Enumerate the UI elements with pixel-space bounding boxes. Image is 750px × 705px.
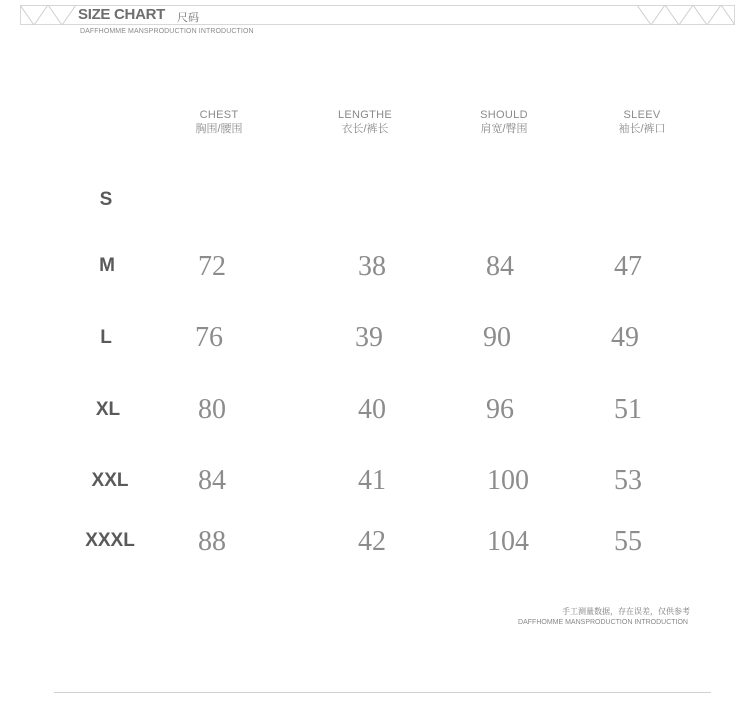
value-length: 40 <box>358 394 386 425</box>
size-label-xl: XL <box>95 399 121 420</box>
column-header-en: SLEEV <box>623 109 661 121</box>
size-label-xxxl: XXXL <box>85 530 135 551</box>
value-length: 39 <box>355 322 383 353</box>
column-header-length <box>305 108 425 137</box>
value-shoulder: 100 <box>487 465 529 496</box>
value-sleeve: 49 <box>611 322 639 353</box>
size-label-m: M <box>99 255 115 276</box>
value-chest: 84 <box>198 465 226 496</box>
value-chest: 72 <box>198 251 226 282</box>
column-header-cn: 袖长/裤口 <box>618 123 666 135</box>
column-header-en: SHOULD <box>480 109 528 121</box>
column-header-cn: 衣长/裤长 <box>341 123 389 135</box>
zigzag-decoration-right <box>637 5 735 25</box>
value-sleeve: 51 <box>614 394 642 425</box>
value-shoulder: 104 <box>487 526 529 557</box>
value-shoulder: 90 <box>483 322 511 353</box>
column-header-chest <box>159 108 279 137</box>
column-header-cn: 胸围/腰围 <box>195 123 243 135</box>
footer-divider <box>54 692 711 693</box>
value-sleeve: 53 <box>614 465 642 496</box>
value-chest: 76 <box>195 322 223 353</box>
value-sleeve: 47 <box>614 251 642 282</box>
page-subtitle: DAFFHOMME MANSPRODUCTION INTRODUCTION <box>80 28 254 35</box>
size-label-xxl: XXL <box>91 470 129 491</box>
page-title: SIZE CHART <box>78 6 166 23</box>
value-chest: 88 <box>198 526 226 557</box>
value-shoulder: 96 <box>486 394 514 425</box>
column-header-shoulder <box>444 108 564 137</box>
measurement-note-en: DAFFHOMME MANSPRODUCTION INTRODUCTION <box>518 619 688 626</box>
value-chest: 80 <box>198 394 226 425</box>
value-length: 38 <box>358 251 386 282</box>
value-sleeve: 55 <box>614 526 642 557</box>
page-title-cn: 尺码 <box>177 12 199 24</box>
column-header-sleeve <box>582 108 702 137</box>
value-length: 42 <box>358 526 386 557</box>
value-length: 41 <box>358 465 386 496</box>
column-header-en: CHEST <box>199 109 239 121</box>
measurement-note-cn: 手工测量数据，存在误差，仅供参考 <box>562 607 690 616</box>
value-shoulder: 84 <box>486 251 514 282</box>
zigzag-decoration-left <box>20 5 78 25</box>
size-label-l: L <box>100 327 112 348</box>
column-header-cn: 肩宽/臀围 <box>480 123 528 135</box>
size-label-s: S <box>99 189 113 210</box>
column-header-en: LENGTHE <box>337 109 393 121</box>
